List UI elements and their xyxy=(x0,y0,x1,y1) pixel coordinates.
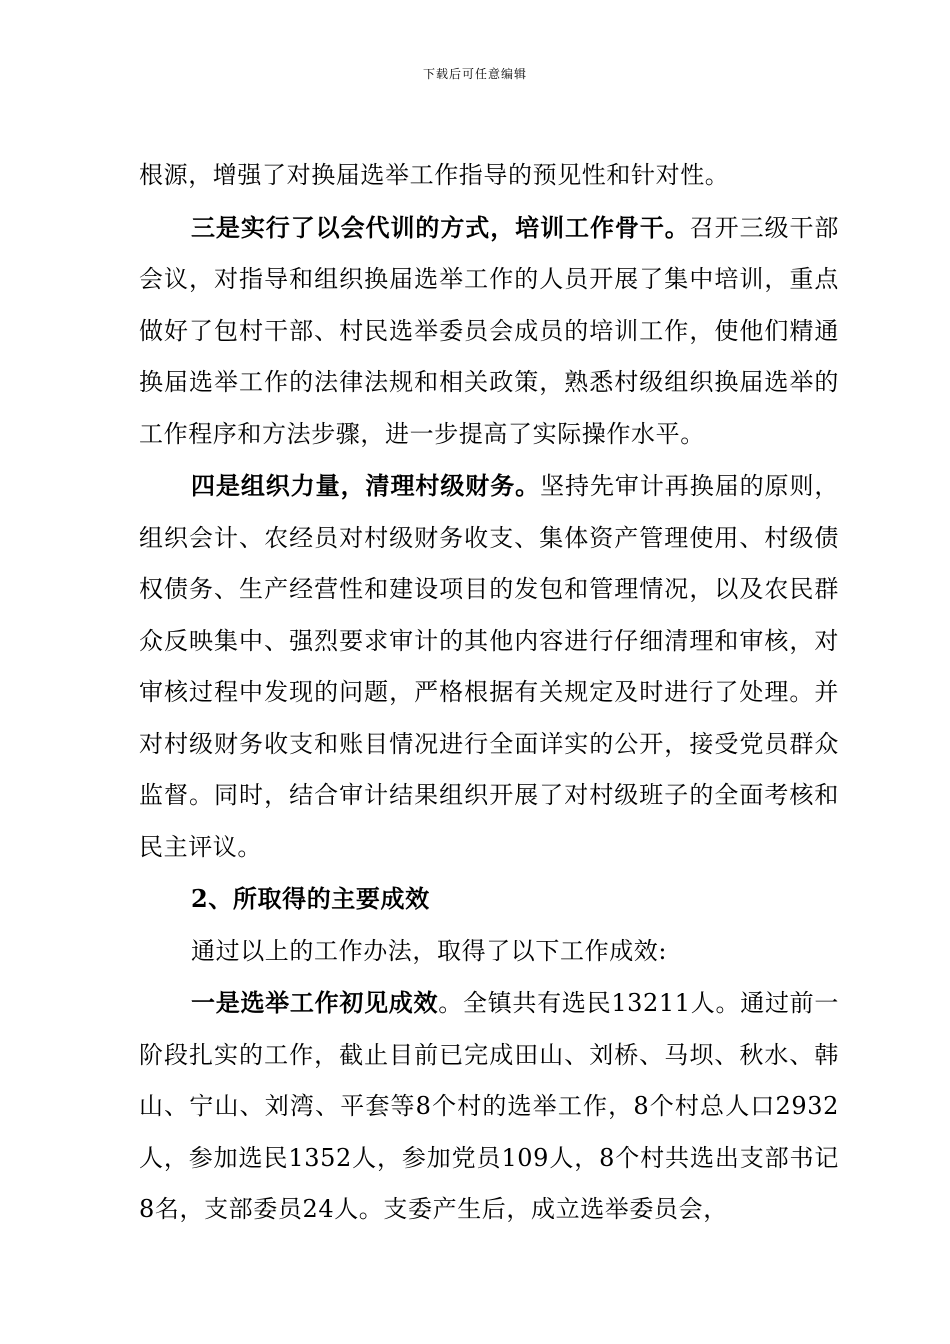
paragraph-text: 坚持先审计再换届的原则，组织会计、农经员对村级财务收支、集体资产管理使用、村级债权债务、生产经营性和建设项目的发包和管理情况，以及农民群众反映集中、强烈要求审计的其他内容进行仔细清理和审核，对审核过程中发现的问题，严格根据有关规定及时进行了处理。并对村级财务收支和账目情况进行全面详实的公开，接受党员群众监督。同时，结合审计结果组织开展了对村级班子的全面考核和民主评议。 xyxy=(139,472,840,861)
paragraph-text: 通过以上的工作办法，取得了以下工作成效: xyxy=(191,936,668,965)
section-heading xyxy=(139,873,839,926)
paragraph-lead-bold: 三是实行了以会代训的方式，培训工作骨干。 xyxy=(191,212,690,242)
page-header: 下载后可任意编辑 xyxy=(422,67,527,81)
paragraph xyxy=(139,202,839,461)
paragraph-text: 根源，增强了对换届选举工作指导的预见性和针对性。 xyxy=(139,161,730,189)
document-body xyxy=(139,150,839,1236)
paragraph xyxy=(139,460,839,873)
section-heading-text: 2、所取得的主要成效 xyxy=(191,884,430,913)
paragraph-lead-bold: 四是组织力量，清理村级财务。 xyxy=(191,471,541,500)
paragraph xyxy=(139,977,839,1236)
paragraph-text: 召开三级干部会议，对指导和组织换届选举工作的人员开展了集中培训，重点做好了包村干部、村民选举委员会成员的培训工作，使他们精通换届选举工作的法律法规和相关政策，熟悉村级组织换届选举的工作程序和方法步骤，进一步提高了实际操作水平。 xyxy=(139,213,839,448)
paragraph-lead-bold: 一是选举工作初见成效 xyxy=(191,988,439,1017)
paragraph-text: 。全镇共有选民13211人。通过前一阶段扎实的工作，截止目前已完成田山、刘桥、马坝、秋水、韩山、宁山、刘湾、平套等8个村的选举工作，8个村总人口2932人，参加选民1352人，参加党员109人，8个村共选出支部书记8名，支部委员24人。支委产生后，成立选举委员会， xyxy=(139,989,840,1223)
paragraph xyxy=(139,926,839,978)
paragraph xyxy=(139,150,839,202)
